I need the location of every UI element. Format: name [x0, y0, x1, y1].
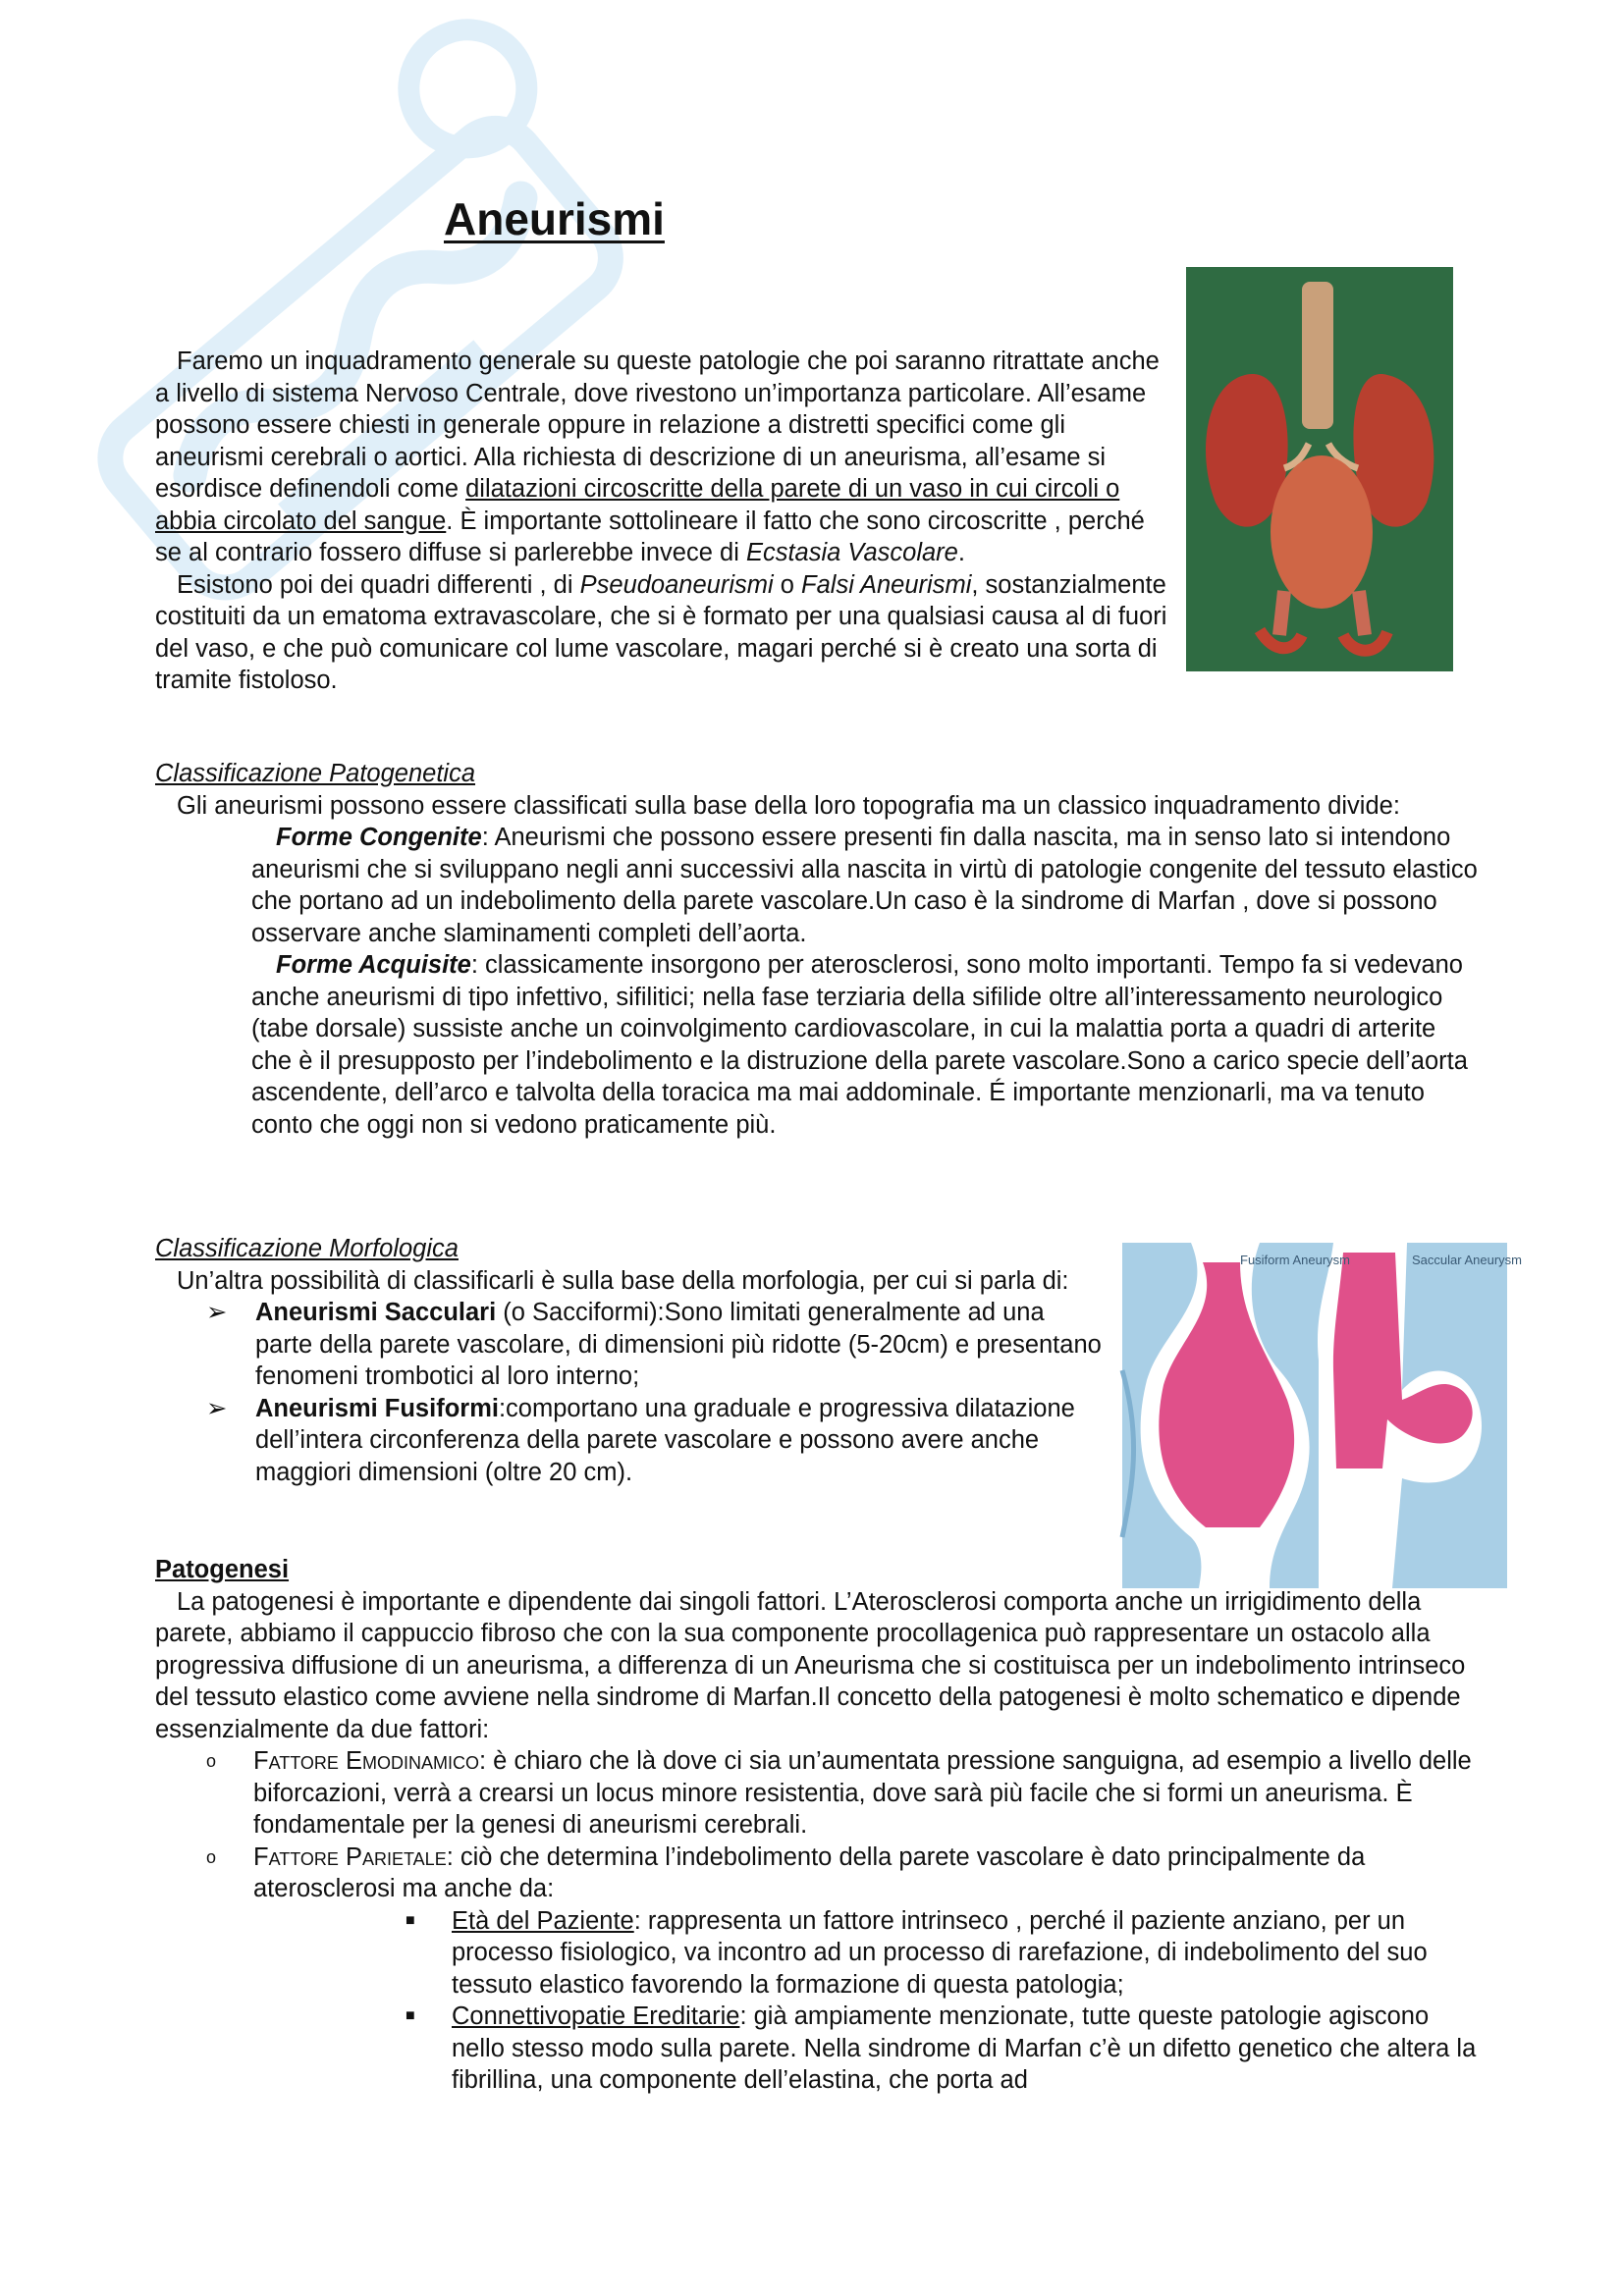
subitem-eta-paziente: ■ Età del Paziente: rappresenta un fattore intrinseco , perché il paziente anziano, per un processo fisiologico, va incontro ad un processo di rarefazione, di indebolimento del suo tessuto elastico favorendo la formazione di questa patologia; [406, 1906, 1428, 1999]
subitem-connettivopatie: ■ Connettivopatie Ereditarie: già ampiamente menzionate, tutte queste patologie agiscono nello stesso modo sulla parete. Nella sindrome di Marfan c’è un difetto genetico che altera la fibrillina, una componente dell’elastina, che porta ad [406, 2002, 1477, 2094]
section-heading-morfologica: Classificazione Morfologica [155, 1235, 459, 1262]
morfologica-section [155, 1233, 1103, 1488]
patogenetica-section [155, 758, 1481, 1141]
circle-bullet-icon: o [206, 1846, 217, 1867]
circle-bullet-icon: o [206, 1751, 217, 1771]
intro-section [155, 346, 1176, 697]
section-heading-patogenetica: Classificazione Patogenetica [155, 760, 476, 787]
aneurysm-specimen-photo [1186, 267, 1453, 671]
arrow-bullet-icon: ➢ [206, 1299, 228, 1326]
arrow-bullet-icon: ➢ [206, 1394, 228, 1422]
section-heading-patogenesi: Patogenesi [155, 1556, 290, 1583]
intro-paragraph-2: Esistono poi dei quadri differenti , di Pseudoaneurismi o Falsi Aneurismi, sostanzialmente costituiti da un ematoma extravascolare, che si è formato per una qualsiasi causa al di fuori del vaso, e che può comunicare col lume vascolare, magari perché si è creato una sorta di tramite fistoloso. [155, 570, 1167, 694]
patogenetica-intro: Gli aneurismi possono essere classificati sulla base della loro topografia ma un classico inquadramento divide: [177, 791, 1400, 820]
square-bullet-icon: ■ [406, 1911, 415, 1929]
forme-acquisite-paragraph: Forme Acquisite: classicamente insorgono per aterosclerosi, sono molto importanti. Tempo fa si vedevano anche aneurismi di tipo infettivo, sifilitici; nella fase terziaria della sifilide oltre all’interessamento neurologico (tabe dorsale) sussiste anche un coinvolgimento cardiovascolare, in cui la malattia porta a quadri di arterite che è il presupposto per l’indebolimento e la distruzione della parete vascolare.Sono a carico specie dell’aorta ascendente, dell’arco e talvolta della toracica ma mai addominale. É importante menzionarli, ma va tenuto conto che oggi non si vedono praticamente più. [251, 951, 1468, 1139]
morfologica-intro: Un’altra possibilità di classificarli è sulla base della morfologia, per cui si parla di: [177, 1266, 1069, 1295]
saccular-figure-label: Saccular Aneurysm [1412, 1253, 1522, 1267]
factor-parietale: o Fattore Parietale: ciò che determina l’indebolimento della parete vascolare è dato principalmente da aterosclerosi ma anche da: [206, 1842, 1366, 1902]
list-item-sacculari: ➢ Aneurismi Sacculari (o Sacciformi):Sono limitati generalmente ad una parte della parete vascolare, di dimensioni più ridotte (5-20cm) e presentano fenomeni trombotici al loro interno; [206, 1299, 1102, 1390]
definition-underlined: dilatazioni circoscritte della parete di un vaso in cui circoli o abbia circolato del sangue [155, 475, 1120, 535]
square-bullet-icon: ■ [406, 2007, 415, 2024]
patogenesi-intro: La patogenesi è importante e dipendente dai singoli fattori. L’Aterosclerosi comporta anche un irrigidimento della parete, abbiamo il cappuccio fibroso che con la sua componente procollagenica può rappresentare un ostacolo alla progressiva diffusione di un aneurisma, a differenza di un Aneurisma che si costituisca per un indebolimento intrinseco del tessuto elastico come avviene nella sindrome di Marfan.Il concetto della patogenesi è molto schematico e dipende essenzialmente da due fattori: [155, 1587, 1466, 1743]
list-item-fusiformi: ➢ Aneurismi Fusiformi:comportano una graduale e progressiva dilatazione dell’intera circonferenza della parete vascolare e possono avere anche maggiori dimensioni (oltre 20 cm). [206, 1394, 1075, 1486]
intro-paragraph-1: Faremo un inquadramento generale su queste patologie che poi saranno ritrattate anche a livello di sistema Nervoso Centrale, dove rivestono un’importanza particolare. All’esame possono essere chiesti in generale oppure in relazione a distretti specifici come gli aneurismi cerebrali o aortici. Alla richiesta di descrizione di un aneurisma, all’esame si esordisce definendoli come dilatazioni circoscritte della parete di un vaso in cui circoli o abbia circolato del sangue. È importante sottolineare il fatto che sono circoscritte , perché se al contrario fossero diffuse si parlerebbe invece di Ecstasia Vascolare. [155, 347, 1160, 566]
forme-congenite-paragraph: Forme Congenite: Aneurismi che possono essere presenti fin dalla nascita, ma in senso lato si intendono aneurismi che si sviluppano negli anni successivi alla nascita in virtù di patologie congenite del tessuto elastico che portano ad un indebolimento della parete vascolare.Un caso è la sindrome di Marfan , dove si possono osservare anche slaminamenti completi dell’aorta. [251, 824, 1478, 947]
factor-emodinamico: o Fattore Emodinamico: è chiaro che là dove ci sia un’aumentata pressione sanguigna, ad esempio a livello delle biforcazioni, verrà a crearsi un locus minore resistentia, dove sarà più facile che si formi un aneurisma. È fondamentale per la genesi di aneurismi cerebrali. [206, 1747, 1472, 1839]
fusiform-figure-label: Fusiform Aneurysm [1240, 1253, 1350, 1267]
aneurysm-types-diagram [1122, 1243, 1522, 1588]
patogenesi-section [155, 1554, 1486, 2097]
page-title: Aneurismi [444, 193, 665, 244]
